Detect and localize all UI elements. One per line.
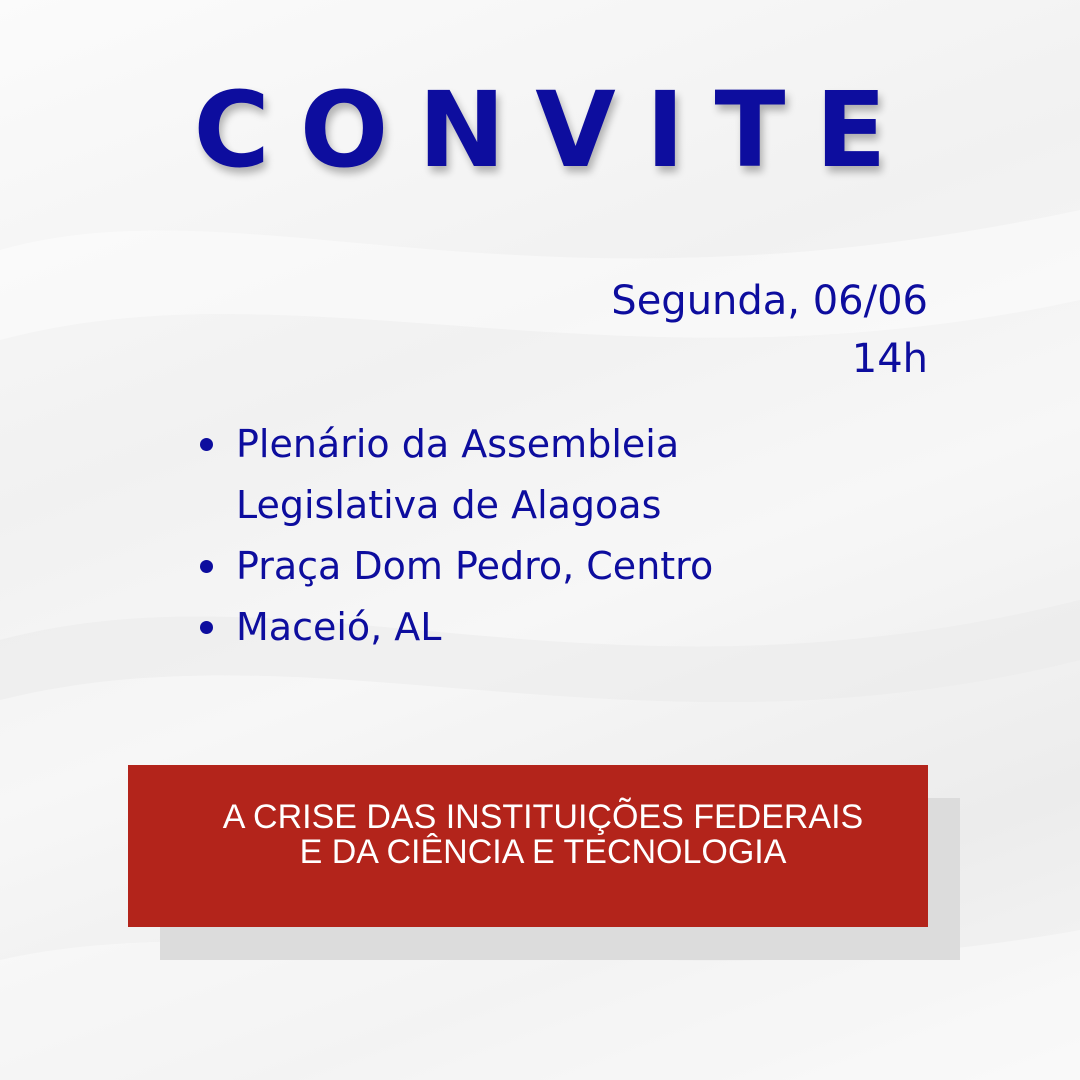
event-time: 14h [851, 336, 928, 382]
location-venue: Plenário da Assembleia Legislativa de Alagoas [236, 422, 680, 527]
location-address: Praça Dom Pedro, Centro [236, 544, 714, 588]
location-list [196, 414, 756, 658]
banner-text [128, 800, 958, 870]
location-city: Maceió, AL [236, 605, 442, 649]
page-title: CONVITE [193, 69, 917, 191]
list-item [196, 597, 756, 658]
list-item [196, 536, 756, 597]
event-date: Segunda, 06/06 [611, 278, 928, 324]
banner-line-1: A CRISE DAS INSTITUIÇÕES FEDERAIS [222, 798, 864, 836]
banner-line-2: E DA CIÊNCIA E TECNOLOGIA [299, 833, 787, 871]
event-datetime [611, 272, 928, 388]
list-item [196, 414, 756, 536]
